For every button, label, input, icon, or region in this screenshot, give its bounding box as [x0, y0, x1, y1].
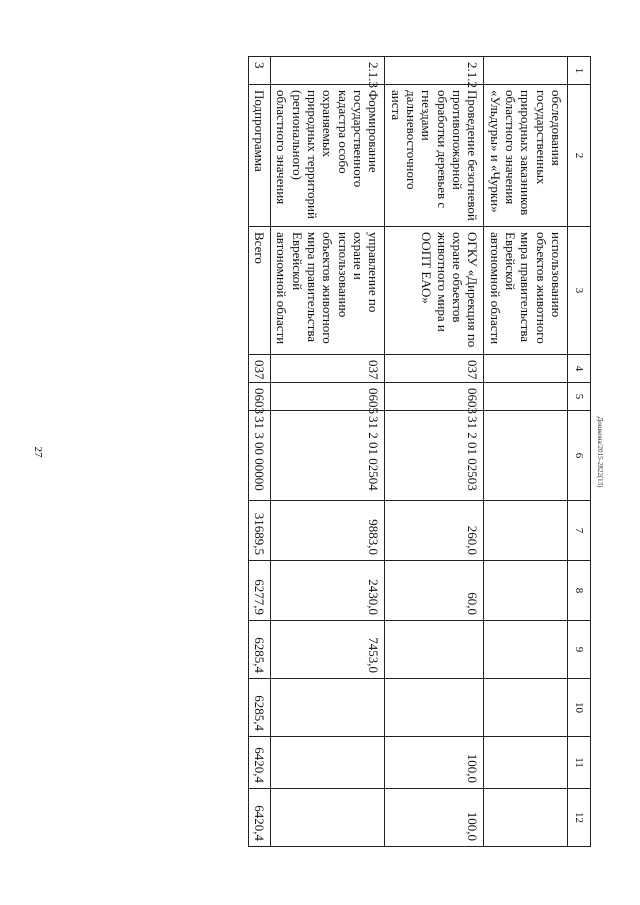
year-value	[385, 621, 484, 679]
header-cell: 2	[568, 85, 591, 227]
year-value	[385, 679, 484, 737]
year-value: 6285,4	[248, 621, 270, 679]
grbs-code: 037	[385, 355, 484, 383]
item-number	[484, 57, 568, 85]
header-cell: 10	[568, 679, 591, 737]
executor: Всего	[248, 227, 270, 355]
header-cell: 5	[568, 383, 591, 411]
grbs-code: 037	[271, 355, 385, 383]
measure-name: Формирование государственного кадастра особо охраняемых природных территорий (регионального) областного значения	[271, 85, 385, 227]
page-number: 27	[32, 446, 44, 458]
year-value	[484, 561, 568, 621]
year-value: 7453,0	[271, 621, 385, 679]
table-row	[385, 57, 484, 847]
year-value	[271, 789, 385, 847]
budget-table	[248, 56, 591, 847]
header-cell: 3	[568, 227, 591, 355]
table-row	[484, 57, 568, 847]
header-cell: 1	[568, 57, 591, 85]
executor: ОГКУ «Дирекция по охране объектов животного мира и ООПТ ЕАО»	[385, 227, 484, 355]
year-value: 6420,4	[248, 789, 270, 847]
executor: использованию объектов животного мира правительства Еврейской автономной области	[484, 227, 568, 355]
total-value: 9883,0	[271, 501, 385, 561]
year-value: 60,0	[385, 561, 484, 621]
year-value: 6285,4	[248, 679, 270, 737]
year-value	[271, 679, 385, 737]
section-code	[484, 383, 568, 411]
header-cell: 4	[568, 355, 591, 383]
section-code: 0605	[271, 383, 385, 411]
year-value	[484, 679, 568, 737]
section-code: 0603	[248, 383, 270, 411]
year-value	[271, 737, 385, 789]
year-value: 6420,4	[248, 737, 270, 789]
header-cell: 8	[568, 561, 591, 621]
target-code: 31 2 01 02503	[385, 411, 484, 501]
header-cell: 12	[568, 789, 591, 847]
measure-name: Проведение безогневой противопожарной обработки деревьев с гнездами дальневосточного аиста	[385, 85, 484, 227]
year-value: 100,0	[385, 737, 484, 789]
header-cell: 11	[568, 737, 591, 789]
item-number: 3	[248, 57, 270, 85]
total-value: 260,0	[385, 501, 484, 561]
item-number: 2.1.2	[385, 57, 484, 85]
year-value	[484, 789, 568, 847]
item-number: 2.1.3	[271, 57, 385, 85]
measure-name: Подпрограмма	[248, 85, 270, 227]
total-value: 31689,5	[248, 501, 270, 561]
table-row	[271, 57, 385, 847]
year-value	[484, 737, 568, 789]
header-row	[568, 57, 591, 847]
grbs-code: 037	[248, 355, 270, 383]
year-value: 2430,0	[271, 561, 385, 621]
measure-name: обследования государственных природных заказников областного значения «Ульдуры» и «Чурки»	[484, 85, 568, 227]
section-code: 0603	[385, 383, 484, 411]
document-code: Дошкона/2015-2822(13)	[596, 416, 604, 488]
target-code: 31 2 01 02504	[271, 411, 385, 501]
executor: управление по охране и использованию объектов животного мира правительства Еврейской автономной области	[271, 227, 385, 355]
year-value: 100,0	[385, 789, 484, 847]
header-cell: 6	[568, 411, 591, 501]
header-cell: 9	[568, 621, 591, 679]
rotated-table-container	[93, 56, 591, 846]
target-code	[484, 411, 568, 501]
year-value	[484, 621, 568, 679]
table-row-subprogram	[248, 57, 270, 847]
total-value	[484, 501, 568, 561]
target-code: 31 3 00 00000	[248, 411, 270, 501]
header-cell: 7	[568, 501, 591, 561]
grbs-code	[484, 355, 568, 383]
year-value: 6277,9	[248, 561, 270, 621]
